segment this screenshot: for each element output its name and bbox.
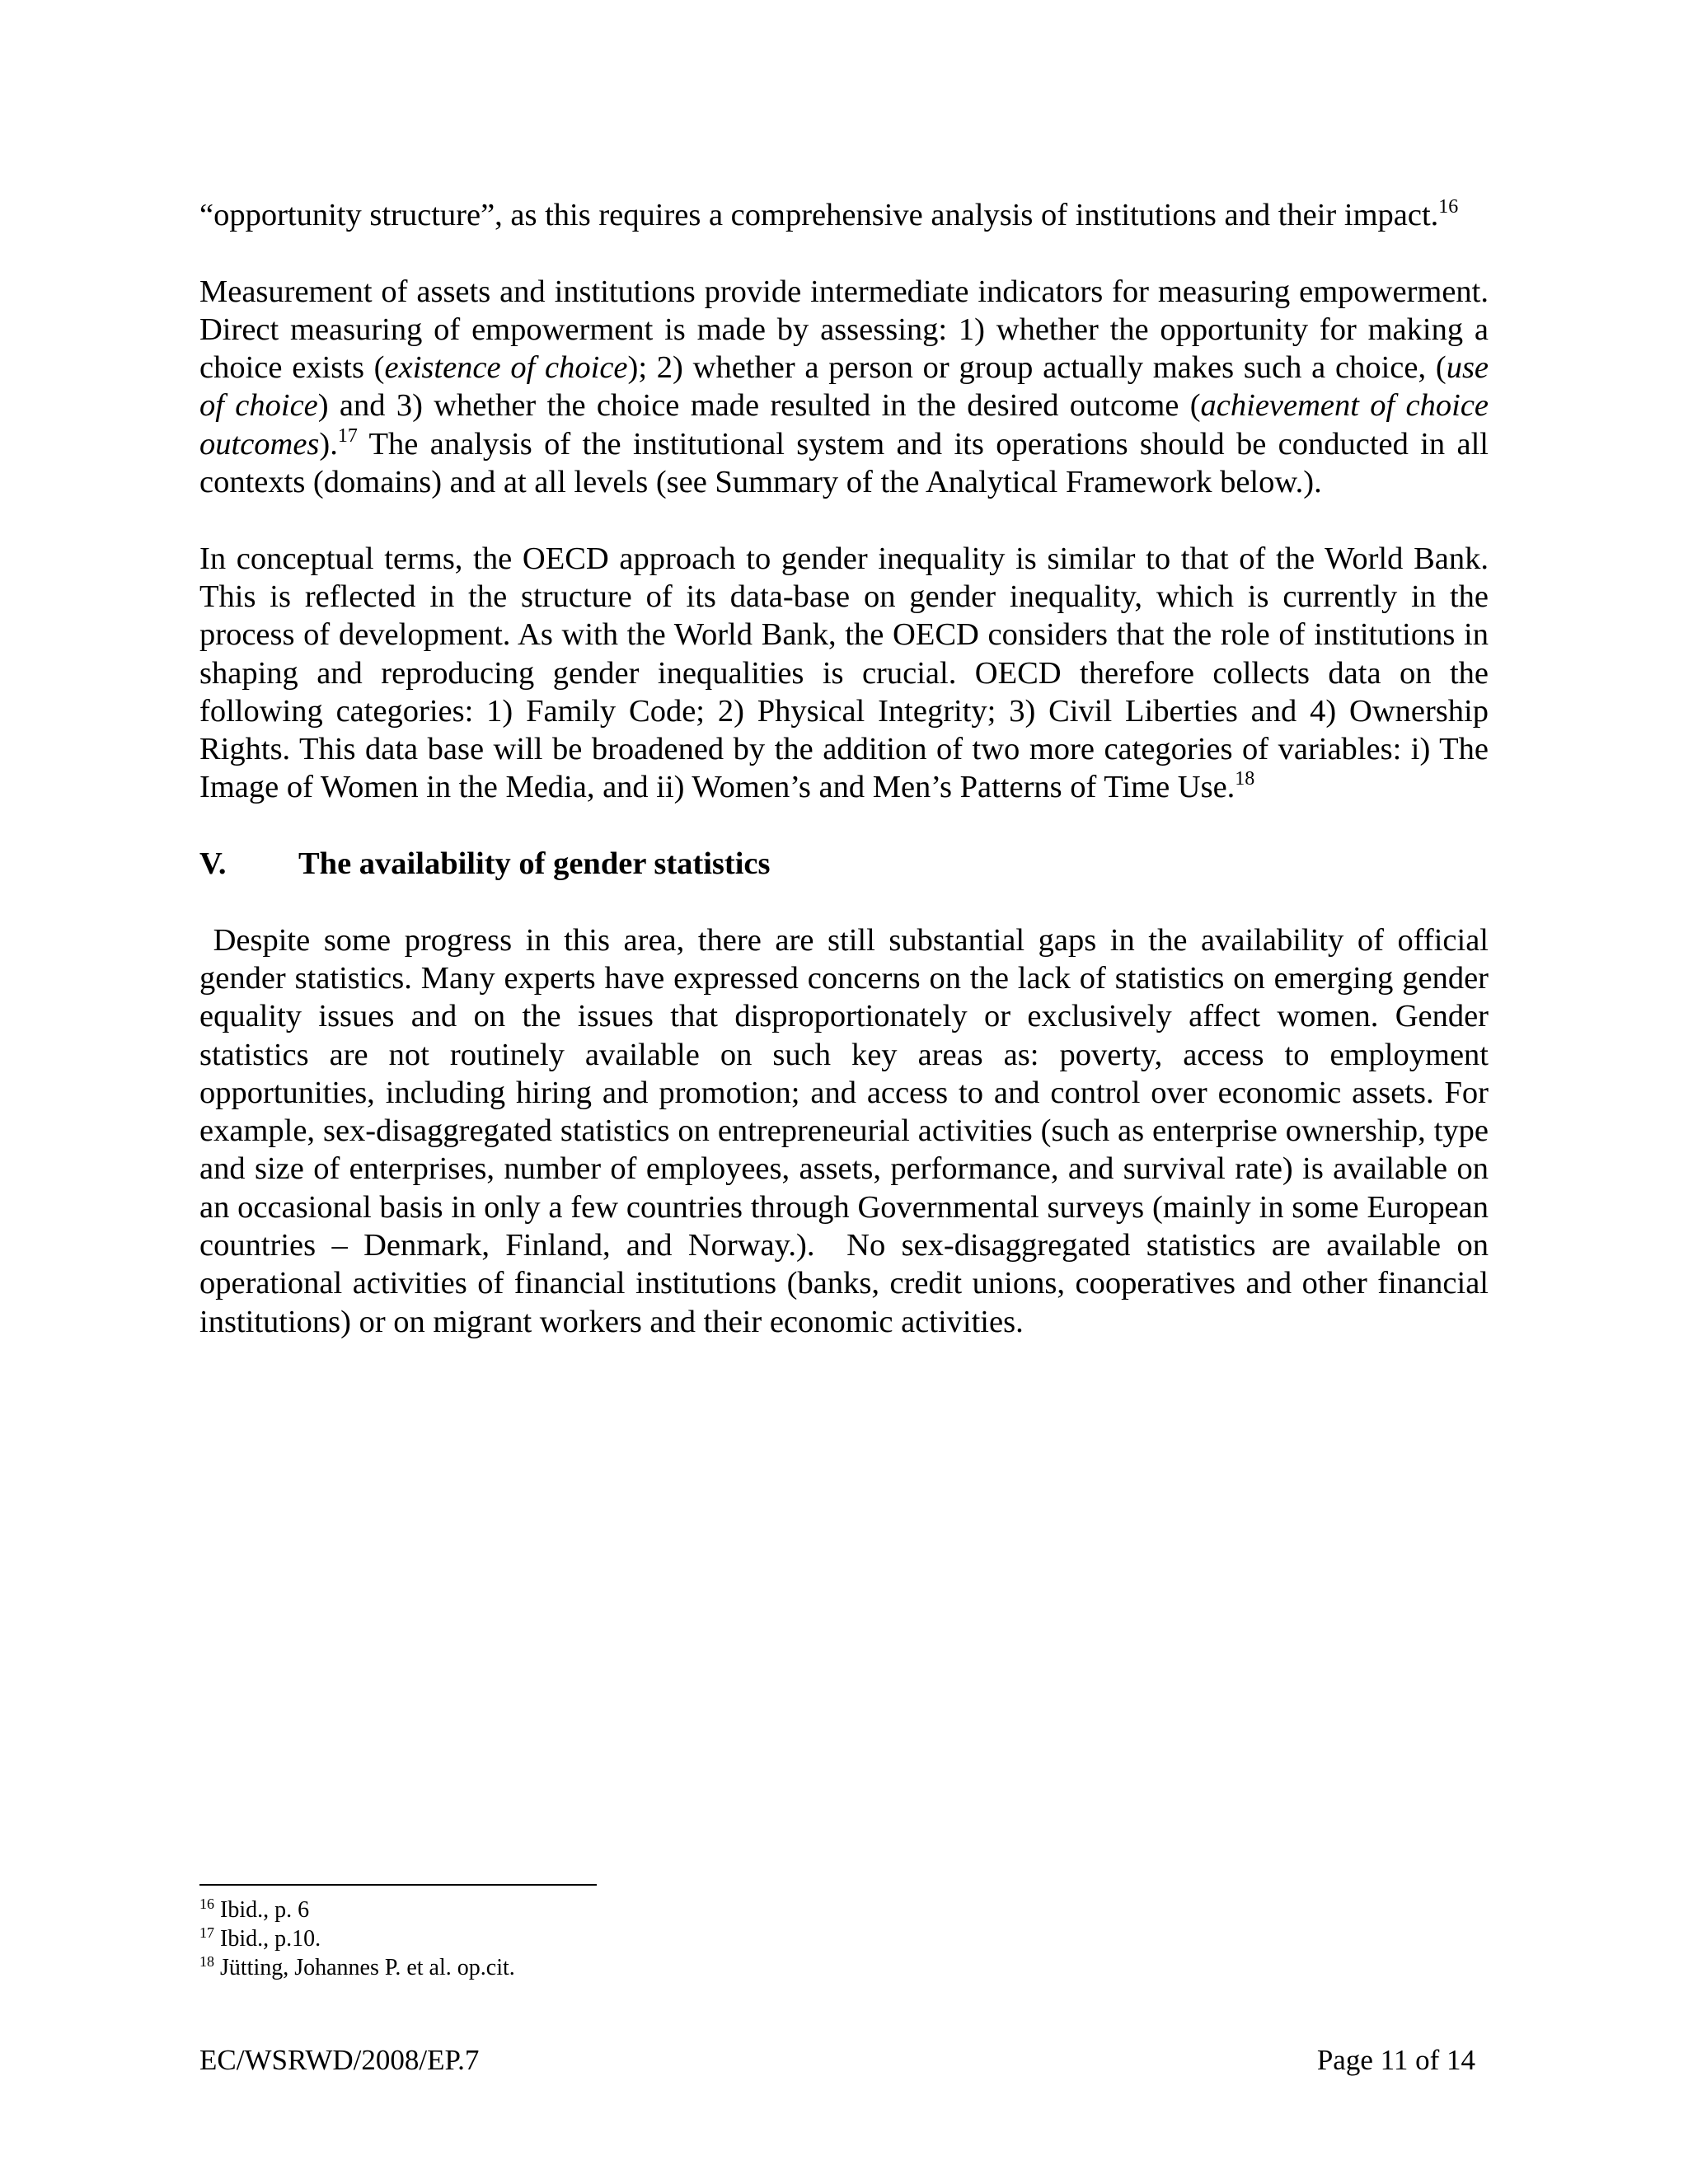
footnote-number: 18 <box>199 1953 214 1970</box>
footnote-ref-17: 17 <box>337 424 358 447</box>
paragraph-text: Despite some progress in this area, there are still substantial gaps in the availability of official gender statistics. Many experts have expressed concerns on the lack of statistics on emerging gender equality issues and on the issues that disproportionately or exclusively affect women. Gender statistics are not routinely available on such key areas as: poverty, access to employment opportunities, including hiring and promotion; and access to and control over economic assets. For example, sex-disaggregated statistics on entrepreneurial activities (such as enterprise ownership, type and size of enterprises, number of employees, assets, performance, and survival rate) is available on an occasional basis in only a few countries through Governmental surveys (mainly in some European countries – Denmark, Finland, and Norway.). No sex-disaggregated statistics are available on operational activities of financial institutions (banks, credit unions, cooperatives and other financial institutions) or on migrant workers and their economic activities. <box>199 922 1497 1339</box>
footnote-number: 16 <box>199 1896 214 1912</box>
italic-existence-of-choice: existence of choice <box>384 350 628 386</box>
page-number: Page 11 of 14 <box>1316 2044 1475 2076</box>
paragraph-text: ) and 3) whether the choice made resulted in the desired outcome ( <box>317 388 1201 424</box>
footnote-ref-16: 16 <box>1438 196 1459 218</box>
footnote-17 <box>199 1924 515 1953</box>
footnote-text: Ibid., p. 6 <box>220 1897 310 1923</box>
paragraph-text: ). <box>319 426 338 462</box>
italic-achievement-of-choice-outcomes: achievement of choice outcomes <box>199 388 1489 462</box>
section-title: The availability of gender statistics <box>298 846 771 882</box>
italic-use-of-choice: use of choice <box>199 350 1489 424</box>
paragraph-availability <box>199 921 1497 1341</box>
paragraph-text: ); 2) whether a person or group actually makes such a choice, ( <box>627 350 1447 386</box>
footnote-separator <box>199 1884 597 1886</box>
paragraph-measurement <box>199 273 1489 502</box>
section-number: V. <box>199 846 227 882</box>
paragraph-text: In conceptual terms, the OECD approach to gender inequality is similar to that of the World Bank. This is reflected in the structure of its data-base on gender inequality, which is currently in the process of development. As with the World Bank, the OECD considers that the role of institutions in shaping and reproducing gender inequalities is crucial. OECD therefore collects data on the following categories: 1) Family Code; 2) Physical Integrity; 3) Civil Liberties and 4) Ownership Rights. This data base will be broadened by the addition of two more categories of variables: i) The Image of Women in the Media, and ii) Women’s and Men’s Patterns of Time Use. <box>199 541 1489 805</box>
paragraph-oecd-approach <box>199 540 1489 807</box>
paragraph-text: The analysis of the institutional system and its operations should be conducted in all contexts (domains) and at all levels (see Summary of the Analytical Framework below.). <box>199 426 1489 500</box>
footnote-text: Ibid., p.10. <box>220 1926 321 1952</box>
paragraph-text: Measurement of assets and institutions provide intermediate indicators for measuring empowerment. Direct measuring of empowerment is made by assessing: 1) whether the opportunity for making a choice exists ( <box>199 274 1489 386</box>
paragraph-text: “opportunity structure”, as this requires a comprehensive analysis of institutions and their impact. <box>199 198 1439 232</box>
footnote-ref-18: 18 <box>1235 768 1255 790</box>
footnote-number: 17 <box>199 1924 214 1941</box>
footnote-18 <box>199 1953 515 1982</box>
footnotes <box>199 1896 515 1982</box>
body-text <box>199 196 1497 1341</box>
footnote-text: Jütting, Johannes P. et al. op.cit. <box>220 1955 515 1980</box>
section-heading <box>199 845 1489 883</box>
footnote-16 <box>199 1896 515 1924</box>
paragraph-opportunity-structure <box>199 196 1489 234</box>
document-id: EC/WSRWD/2008/EP.7 <box>199 2044 480 2076</box>
